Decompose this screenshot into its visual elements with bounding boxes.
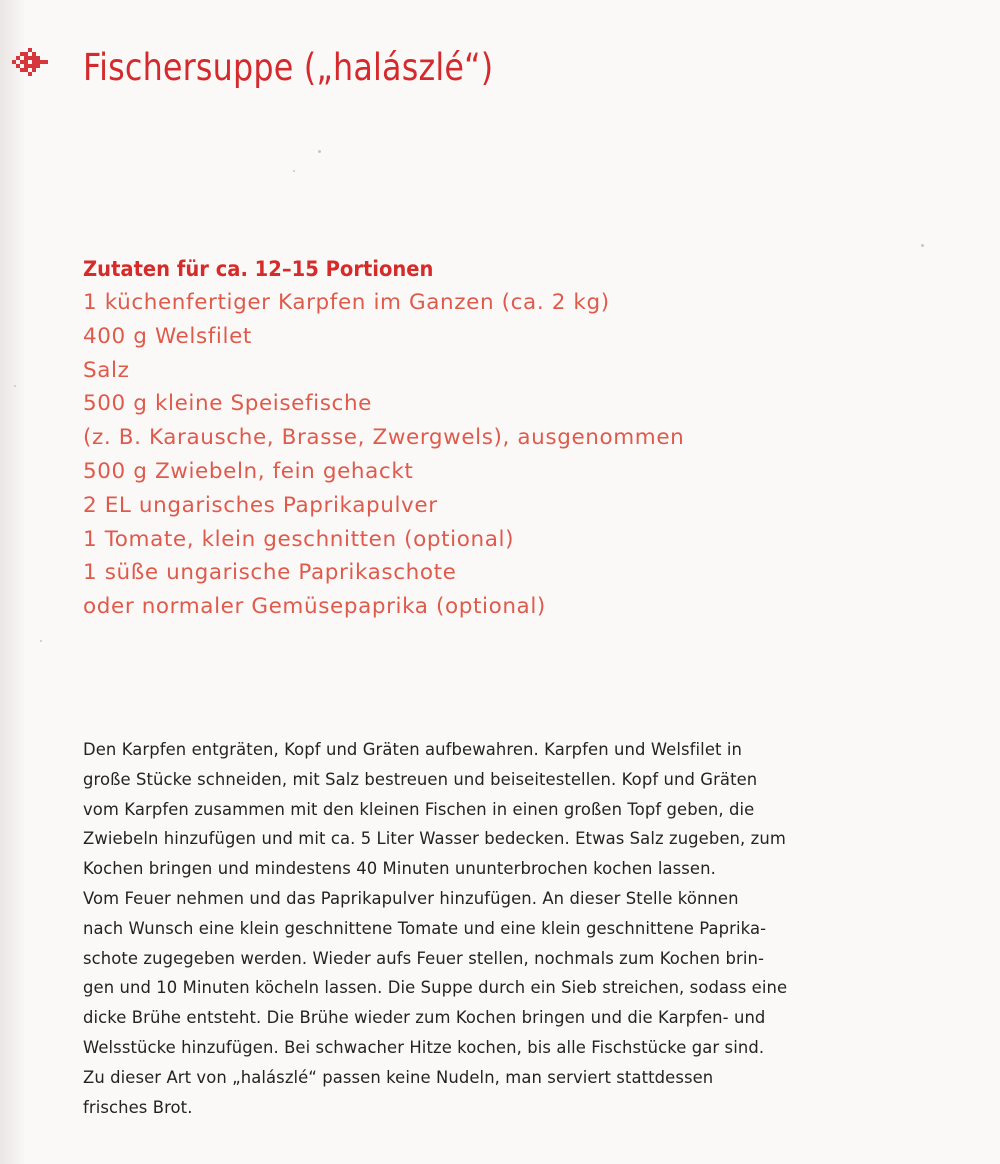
- method-line: Kochen bringen und mindestens 40 Minuten ununterbrochen kochen lassen.: [83, 859, 716, 879]
- ingredient-item: 500 g Zwiebeln, fein gehackt: [83, 458, 414, 484]
- ingredient-item: 1 Tomate, klein geschnitten (optional): [83, 526, 515, 552]
- paper-speck: [293, 170, 295, 172]
- method-line: Den Karpfen entgräten, Kopf und Gräten aufbewahren. Karpfen und Welsfilet in: [83, 740, 742, 759]
- ingredient-list: [83, 286, 843, 624]
- paper-speck: [921, 244, 924, 247]
- method-line: vom Karpfen zusammen mit den kleinen Fischen in einen großen Topf geben, die: [83, 799, 755, 819]
- ingredient-item: 1 küchenfertiger Karpfen im Ganzen (ca. 2 kg): [83, 290, 610, 315]
- method-line: nach Wunsch eine klein geschnittene Tomate und eine klein geschnittene Paprika-: [83, 918, 767, 938]
- ingredient-item: 1 süße ungarische Paprikaschote: [83, 560, 457, 586]
- ingredient-item: (z. B. Karausche, Brasse, Zwergwels), ausgenommen: [83, 425, 685, 451]
- page-gutter-shadow: [0, 0, 26, 1164]
- method-line: frisches Brot.: [83, 1097, 193, 1117]
- paper-speck: [40, 640, 42, 642]
- ingredient-item: 500 g kleine Speisefische: [83, 391, 373, 417]
- paper-speck: [318, 150, 321, 153]
- method-line: Zu dieser Art von „halászlé“ passen keine Nudeln, man serviert stattdessen: [83, 1067, 714, 1087]
- paper-speck: [14, 385, 16, 387]
- ingredients-section: [83, 252, 843, 624]
- ingredient-item: Salz: [83, 357, 130, 383]
- folk-arrow-ornament-icon: [10, 40, 52, 88]
- method-line: Welsstücke hinzufügen. Bei schwacher Hitze kochen, bis alle Fischstücke gar sind.: [83, 1037, 765, 1057]
- method-paragraph: [83, 735, 883, 1122]
- ingredients-heading: Zutaten für ca. 12–15 Portionen: [83, 257, 434, 281]
- ingredient-item: 400 g Welsfilet: [83, 323, 252, 349]
- method-line: gen und 10 Minuten köcheln lassen. Die Suppe durch ein Sieb streichen, sodass eine: [83, 978, 788, 998]
- recipe-title: Fischersuppe („halászlé“): [83, 46, 494, 89]
- method-line: schote zugegeben werden. Wieder aufs Feuer stellen, nochmals zum Kochen brin-: [83, 948, 764, 968]
- method-line: dicke Brühe entsteht. Die Brühe wieder zum Kochen bringen und die Karpfen- und: [83, 1008, 766, 1028]
- ingredient-item: oder normaler Gemüsepaprika (optional): [83, 594, 546, 620]
- method-line: Vom Feuer nehmen und das Paprikapulver hinzufügen. An dieser Stelle können: [83, 888, 739, 908]
- method-line: Zwiebeln hinzufügen und mit ca. 5 Liter Wasser bedecken. Etwas Salz zugeben, zum: [83, 829, 786, 849]
- ingredient-item: 2 EL ungarisches Paprikapulver: [83, 492, 438, 518]
- method-line: große Stücke schneiden, mit Salz bestreuen und beiseitestellen. Kopf und Gräten: [83, 769, 758, 789]
